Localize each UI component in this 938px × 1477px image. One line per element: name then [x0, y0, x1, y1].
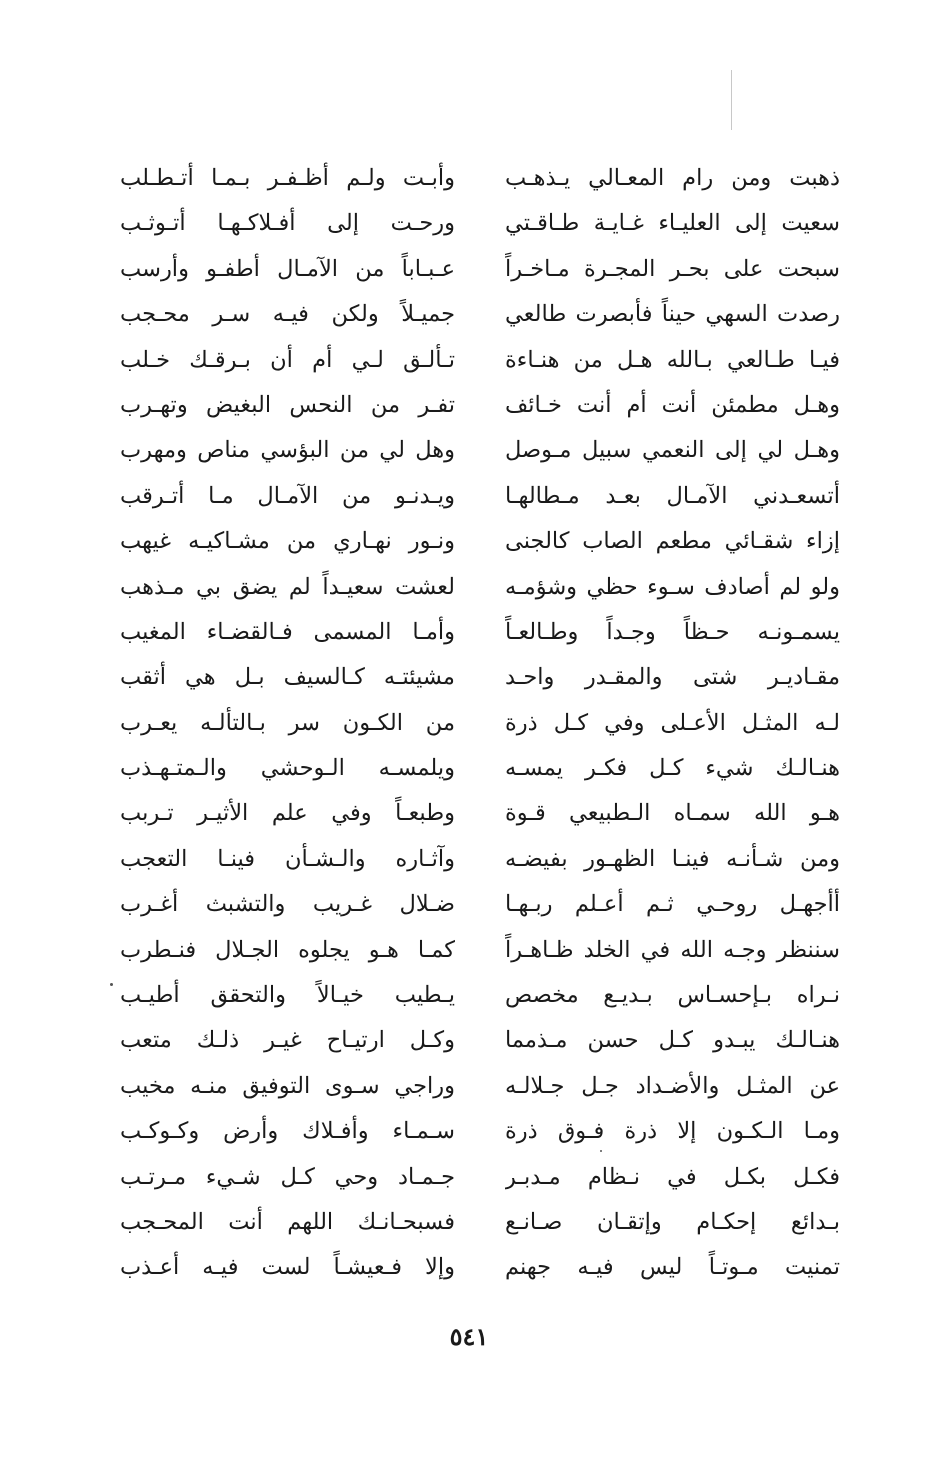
verse-first-hemistich: وهـل لي إلى النعمي سبيل مـوصل: [505, 437, 840, 464]
verse-first-hemistich: فكـل بكـل في نـظام مـدبـر: [505, 1163, 840, 1190]
verse-line: [120, 791, 840, 836]
verse-first-hemistich: هـو الله سمـاه الـطبيعي قـوة: [505, 800, 840, 827]
verse-line: [120, 973, 840, 1018]
verse-second-hemistich: يـطيب خيـالاً والتحقق أطيـب: [120, 982, 455, 1009]
verse-second-hemistich: من الكـون سر بـالتألـه يعـرب: [120, 709, 455, 736]
verse-second-hemistich: فسبحـانـك اللهم أنت المحـجب: [120, 1208, 455, 1235]
verse-first-hemistich: نـراه بـإحسـاس بـديـع مخصص: [505, 982, 840, 1009]
verse-line: [120, 928, 840, 973]
verse-first-hemistich: تمنيت مـوتـاً ليس فيـه جهنم: [505, 1254, 840, 1281]
verse-first-hemistich: أأجهـل روحـي ثـم أعـلم ربـهـا: [505, 891, 840, 918]
verse-second-hemistich: ونـور نهـاري من مشـاكيـه غيهب: [120, 528, 455, 555]
verse-line: [120, 292, 840, 337]
verse-line: [120, 565, 840, 610]
verse-first-hemistich: ومـا الـكـون إلا ذرة فـوق ذرة: [505, 1118, 840, 1145]
verse-line: [120, 1064, 840, 1109]
verse-line: [120, 519, 840, 564]
verse-first-hemistich: فيـا طـالعي بـالله هـل من هنـاءة: [505, 346, 840, 373]
verse-first-hemistich: سننظر وجـه الله في الخلد ظـاهـراً: [505, 936, 840, 963]
verse-line: [120, 1109, 840, 1154]
verse-line: [120, 746, 840, 791]
verse-line: [120, 156, 840, 201]
verse-second-hemistich: وراجي سـوى التوفيق منـه مخيب: [120, 1072, 455, 1099]
verse-second-hemistich: تـألـق لـي أم أن بـرقـك خـلب: [120, 346, 455, 373]
verse-first-hemistich: إزاء شقـائي مطعم الصاب كالجنى: [505, 528, 840, 555]
verse-second-hemistich: وهل لي من البؤسي مناص ومهرب: [120, 437, 455, 464]
verse-first-hemistich: لـه المثـل الأعـلى وفي كـل ذرة: [505, 709, 840, 736]
verse-line: [120, 474, 840, 519]
verse-second-hemistich: تفـر من النحس البغيض وتهـرب: [120, 391, 455, 418]
verse-first-hemistich: رصدت السهي حيناً فأبصرت طالعي: [505, 301, 840, 328]
verse-line: [120, 882, 840, 927]
verse-second-hemistich: ويـدنـو من الآمـال مـا أتـرقب: [120, 482, 455, 509]
verse-line: [120, 201, 840, 246]
margin-rule: [731, 70, 732, 130]
verse-first-hemistich: سعيت إلى العليـاء غـايـة طـاقـتي: [505, 210, 840, 237]
verse-second-hemistich: ورحـت إلى أفـلاكـهـا أتـوثـب: [120, 210, 455, 237]
verse-second-hemistich: وأبـت ولـم أظـفـر بـمـا أتـطـلب: [120, 165, 455, 191]
verse-line: [120, 1155, 840, 1200]
verse-second-hemistich: جميـلاً ولكن فيـه سـر محـجب: [120, 301, 455, 328]
verse-first-hemistich: أتسعـدني الآمـال بعـد مـطالهـا: [505, 482, 840, 509]
verse-first-hemistich: هنـالـك يبـدو كـل حسن مـذمما: [505, 1027, 840, 1054]
ink-speck: [110, 983, 113, 986]
verse-line: [120, 338, 840, 383]
verse-first-hemistich: ومن شـأنـه فينـا الظهـور بفيضـه: [505, 845, 840, 872]
page-number: ٥٤١: [449, 1322, 489, 1351]
verse-second-hemistich: سـمـاء وأفـلاك وأرض وكـوكـب: [120, 1118, 455, 1145]
verse-second-hemistich: وكـل ارتيـاح غيـر ذلـك متعب: [120, 1027, 455, 1054]
verse-line: [120, 701, 840, 746]
verse-second-hemistich: عـبـاباً من الآمـال أطفـو وأرسب: [120, 255, 455, 282]
verse-line: [120, 610, 840, 655]
verse-line: [120, 383, 840, 428]
verse-first-hemistich: بـدائع إحكـام وإتقـان صـانـع: [505, 1208, 840, 1235]
verse-second-hemistich: ضـلال غـريب والتشبث أغـرب: [120, 891, 455, 918]
verse-line: [120, 655, 840, 700]
verse-line: [120, 428, 840, 473]
verse-first-hemistich: يسمـونـه حـظاً وجـداً وطـالعـاً: [505, 618, 840, 645]
verse-line: [120, 837, 840, 882]
verse-second-hemistich: وإلا فـعيشـاً لست فيـه أعـذب: [120, 1254, 455, 1281]
verse-first-hemistich: هنـالـك شيء كـل فكـر يمسـه: [505, 755, 840, 782]
verse-first-hemistich: مقـاديـر شتى والمقـدر واحـد: [505, 664, 840, 691]
verse-first-hemistich: عن المثـل والأضـداد جـل جـلالـه: [505, 1072, 840, 1099]
verse-second-hemistich: وطبعـاً وفي علم الأثيـر تـربب: [120, 800, 455, 827]
verse-line: [120, 247, 840, 292]
poem: [120, 156, 840, 1291]
verse-line: [120, 1245, 840, 1290]
verse-first-hemistich: سبحت على بحـر المجـرة مـاخـراً: [505, 255, 840, 282]
verse-first-hemistich: ذهبت ومن رام المعـالي يـذهـب: [505, 165, 840, 191]
verse-second-hemistich: ويلمسـه الـوحشي والـمتـهـذب: [120, 755, 455, 782]
verse-second-hemistich: وأمـا المسمى فـالقضـاء المغيب: [120, 618, 455, 645]
verse-line: [120, 1200, 840, 1245]
verse-second-hemistich: لعشت سعيـداً لم يضق بي مـذهب: [120, 573, 455, 600]
verse-first-hemistich: ولو لم أصادف سـوء حظي وشؤمـه: [505, 573, 840, 600]
verse-second-hemistich: وآثـاره والـشـأن فينـا التعجب: [120, 845, 455, 872]
verse-second-hemistich: مشيئتـه كـالسيف بـل هي أثقب: [120, 664, 455, 691]
verse-line: [120, 1018, 840, 1063]
verse-second-hemistich: كمـا هـو يجلوه الجـلال فنـطرب: [120, 936, 455, 963]
verse-first-hemistich: وهـل مطمئن أنت أم أنت خـائف: [505, 391, 840, 418]
verse-second-hemistich: جـمـاد وحي كـل شـيء مـرتـب: [120, 1163, 455, 1190]
